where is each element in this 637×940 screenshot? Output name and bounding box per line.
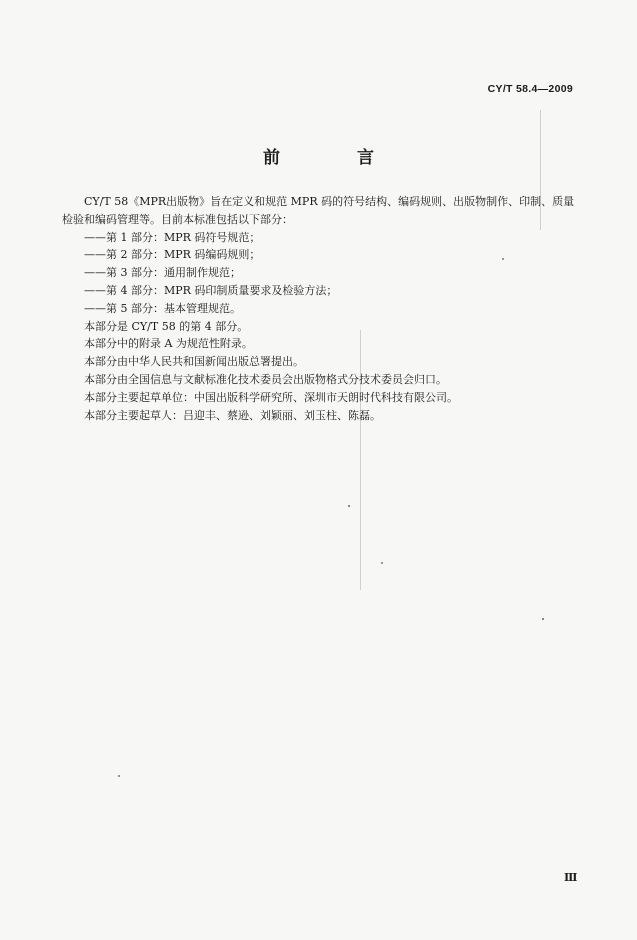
part-list-item: ——第 1 部分：MPR 码符号规范； — [84, 230, 261, 244]
scan-speck — [118, 775, 120, 777]
scan-speck — [348, 505, 350, 507]
scan-speck — [542, 618, 544, 620]
part-list-item: ——第 3 部分：通用制作规范； — [84, 266, 241, 280]
statement-line: 本部分是 CY/T 58 的第 4 部分。 — [84, 319, 249, 333]
statement-line: 本部分中的附录 A 为规范性附录。 — [84, 337, 253, 351]
statement-line: 本部分主要起草人：吕迎丰、蔡逊、刘颖丽、刘玉柱、陈磊。 — [84, 408, 381, 422]
page-title: 前 言 — [263, 148, 404, 168]
part-list-item: ——第 2 部分：MPR 码编码规则； — [84, 248, 261, 262]
page-number: Ⅲ — [564, 871, 578, 884]
foreword-body — [62, 193, 577, 424]
scan-artifact — [540, 110, 541, 230]
scan-speck — [502, 258, 504, 260]
standard-code: CY/T 58.4—2009 — [487, 83, 573, 95]
part-list-item: ——第 5 部分：基本管理规范。 — [84, 301, 241, 315]
statement-line: 本部分主要起草单位：中国出版科学研究所、深圳市天朗时代科技有限公司。 — [84, 390, 458, 404]
intro-paragraph: CY/T 58《MPR出版物》旨在定义和规范 MPR 码的符号结构、编码规则、出版物制作、印制、质量检验和编码管理等。目前本标准包括以下部分： — [62, 195, 575, 226]
scan-artifact — [360, 330, 361, 590]
part-list-item: ——第 4 部分：MPR 码印制质量要求及检验方法； — [84, 283, 338, 297]
statement-line: 本部分由全国信息与文献标准化技术委员会出版物格式分技术委员会归口。 — [84, 372, 447, 386]
scan-speck — [381, 562, 383, 564]
statement-line: 本部分由中华人民共和国新闻出版总署提出。 — [84, 355, 304, 369]
